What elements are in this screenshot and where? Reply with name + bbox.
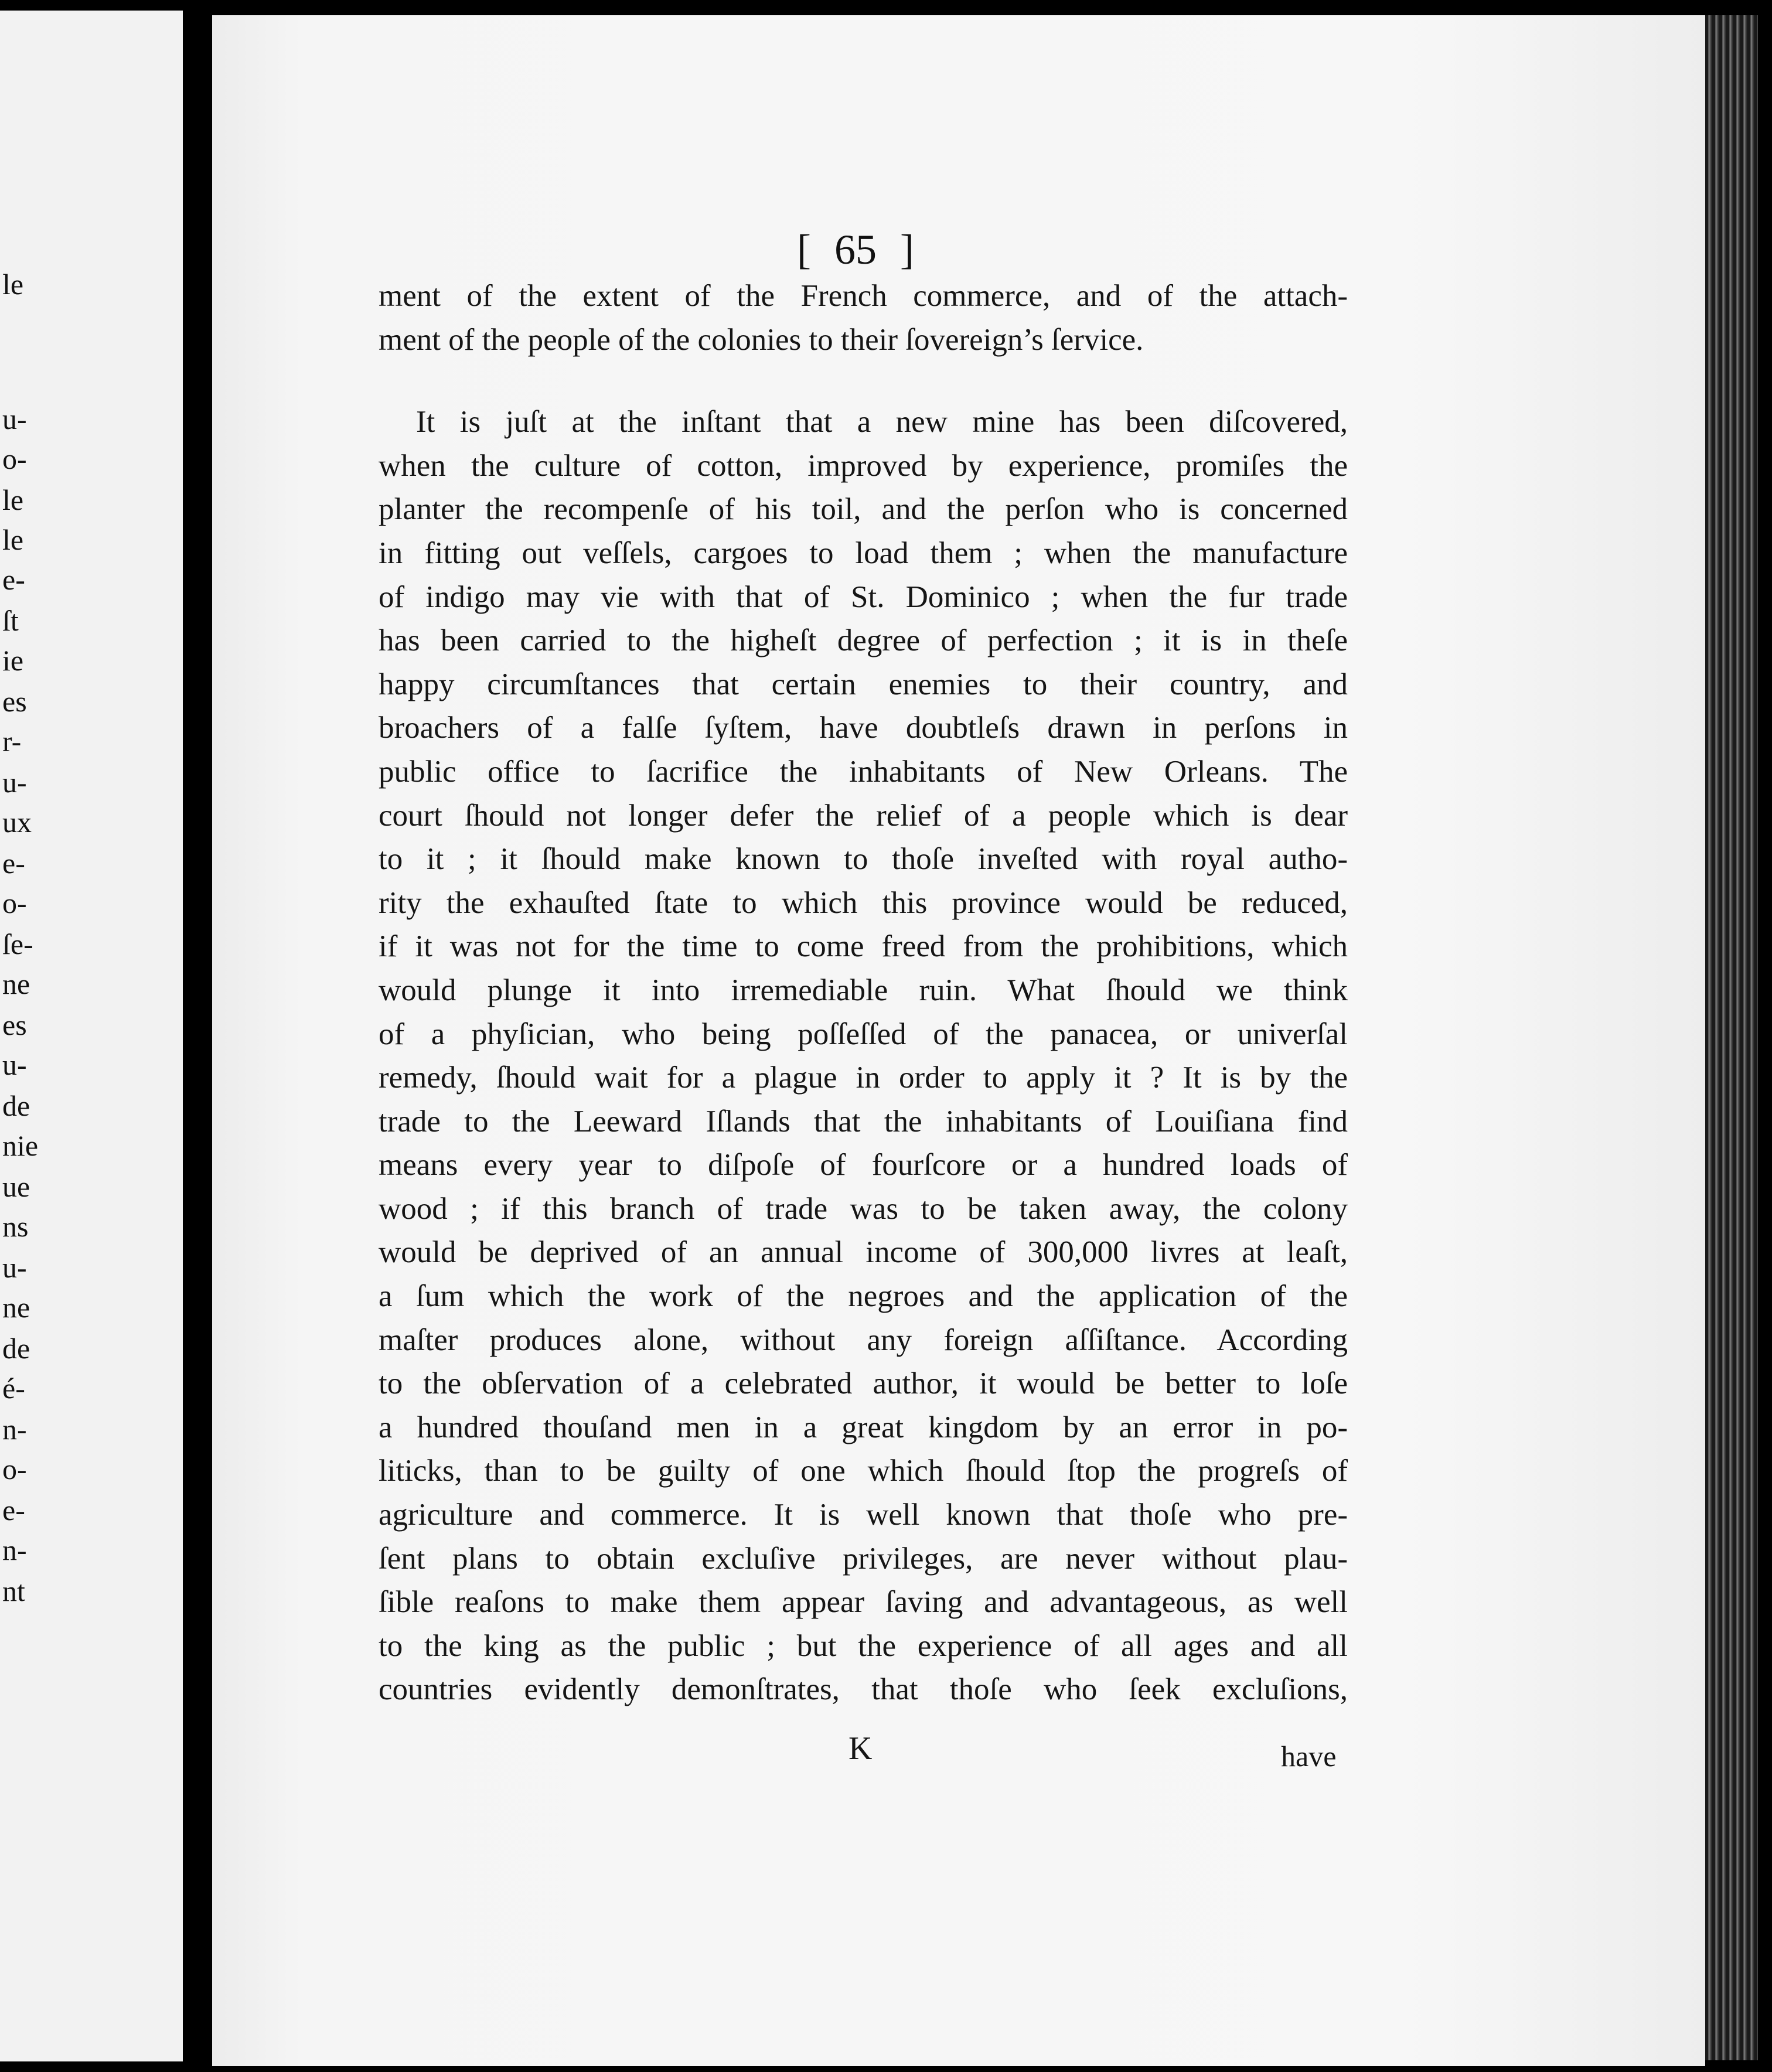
- facing-page-text-fragment: ne: [2, 967, 30, 1000]
- text-line: public office to ſacrifice the inhabitants of New Orleans. The: [379, 754, 1348, 789]
- facing-page-text-fragment: de: [2, 1332, 30, 1365]
- facing-page-text-fragment: e-: [2, 847, 25, 880]
- text-line: rity the exhauſted ſtate to which this province would be reduced,: [379, 885, 1348, 920]
- text-line: trade to the Leeward Iſlands that the inhabitants of Louiſiana find: [379, 1104, 1348, 1139]
- text-line: agriculture and commerce. It is well known that thoſe who pre-: [379, 1498, 1348, 1532]
- text-line: happy circumſtances that certain enemies to their country, and: [379, 667, 1348, 701]
- facing-page-text-fragment: r-: [2, 725, 22, 758]
- text-line: to it ; it ſhould make known to thoſe inveſted with royal autho-: [379, 842, 1348, 877]
- text-line: a hundred thouſand men in a great kingdom by an error in po-: [379, 1410, 1348, 1444]
- facing-page-text-fragment: o-: [2, 1453, 27, 1485]
- text-line: of a phyſician, who being poſſeſſed of the panacea, or univerſal: [379, 1017, 1348, 1051]
- text-line: ſent plans to obtain excluſive privileges, are never without plau-: [379, 1541, 1348, 1576]
- facing-page-text-fragment: nie: [2, 1129, 39, 1162]
- facing-page-text-fragment: o-: [2, 442, 27, 475]
- text-line: ment of the extent of the French commerce, and of the attach-: [379, 279, 1348, 313]
- text-line: planter the recompenſe of his toil, and the perſon who is concerned: [379, 492, 1348, 527]
- text-line: maſter produces alone, without any foreign aſſiſtance. According: [379, 1323, 1348, 1357]
- facing-page-text-fragment: n-: [2, 1533, 27, 1566]
- facing-page-text-fragment: u-: [2, 1048, 27, 1081]
- text-line: remedy, ſhould wait for a plague in order to apply it ? It is by the: [379, 1061, 1348, 1095]
- facing-page-text-fragment: ſt: [2, 604, 19, 637]
- facing-page-text-fragment: le: [2, 268, 24, 301]
- facing-page-text-fragment: de: [2, 1089, 30, 1122]
- facing-page-text-fragment: e-: [2, 1494, 25, 1526]
- facing-page-text-fragment: n-: [2, 1413, 27, 1446]
- facing-page-text-fragment: nt: [2, 1575, 25, 1607]
- facing-page-text-fragment: ie: [2, 644, 24, 677]
- facing-page-text-fragment: u-: [2, 766, 27, 799]
- text-line: wood ; if this branch of trade was to be taken away, the colony: [379, 1191, 1348, 1226]
- facing-page-text-fragment: ux: [2, 806, 32, 839]
- text-line: ment of the people of the colonies to their ſovereign’s ſervice.: [379, 322, 1144, 357]
- text-line: if it was not for the time to come freed from the prohibitions, which: [379, 929, 1348, 964]
- text-line: countries evidently demonſtrates, that thoſe who ſeek excluſions,: [379, 1672, 1348, 1707]
- paragraph-gap: [379, 362, 1348, 400]
- facing-page-text-fragment: u-: [2, 403, 27, 435]
- body-text: [379, 274, 1348, 1712]
- facing-page-text-fragment: é-: [2, 1372, 25, 1405]
- text-line: a ſum which the work of the negroes and the application of the: [379, 1279, 1348, 1314]
- facing-page-text-fragment: ue: [2, 1170, 30, 1203]
- signature-mark: K: [848, 1730, 873, 1767]
- catchword: have: [1281, 1740, 1337, 1773]
- facing-page-text-fragment: ns: [2, 1210, 29, 1243]
- text-line: would plunge it into irremediable ruin. What ſhould we think: [379, 973, 1348, 1007]
- text-line: to the king as the public ; but the experience of all ages and all: [379, 1628, 1348, 1663]
- text-line: would be deprived of an annual income of 300,000 livres at leaſt,: [379, 1235, 1348, 1270]
- text-line: when the culture of cotton, improved by experience, promiſes the: [379, 448, 1348, 483]
- facing-page-text-fragment: u-: [2, 1251, 27, 1284]
- page-edges: [1705, 15, 1758, 2060]
- scan-border: [1758, 0, 1772, 2072]
- text-line: It is juſt at the inſtant that a new mine has been diſcovered,: [416, 405, 1348, 439]
- text-line: broachers of a falſe ſyſtem, have doubtleſs drawn in perſons in: [379, 711, 1348, 745]
- facing-page-text-fragment: es: [2, 685, 27, 718]
- text-line: in fitting out veſſels, cargoes to load them ; when the manufacture: [379, 536, 1348, 570]
- text-line: has been carried to the higheſt degree of perfection ; it is in theſe: [379, 623, 1348, 658]
- book-gutter: [183, 0, 212, 2072]
- facing-page-fragment: [0, 11, 183, 2061]
- facing-page-text-fragment: e-: [2, 563, 25, 596]
- text-line: to the obſervation of a celebrated author, it would be better to loſe: [379, 1366, 1348, 1401]
- text-line: court ſhould not longer defer the relief of a people which is dear: [379, 798, 1348, 833]
- facing-page-text-fragment: es: [2, 1008, 27, 1041]
- text-line: liticks, than to be guilty of one which ſhould ſtop the progreſs of: [379, 1454, 1348, 1488]
- facing-page-text-fragment: le: [2, 523, 24, 556]
- facing-page-text-fragment: o-: [2, 887, 27, 919]
- text-line: of indigo may vie with that of St. Dominico ; when the fur trade: [379, 580, 1348, 614]
- page-number-header: [ 65 ]: [797, 226, 914, 273]
- facing-page-text-fragment: ſe-: [2, 928, 33, 960]
- facing-page-text-fragment: le: [2, 483, 24, 516]
- text-line: ſible reaſons to make them appear ſaving and advantageous, as well: [379, 1585, 1348, 1620]
- facing-page-text-fragment: ne: [2, 1291, 30, 1324]
- text-line: means every year to diſpoſe of fourſcore or a hundred loads of: [379, 1148, 1348, 1182]
